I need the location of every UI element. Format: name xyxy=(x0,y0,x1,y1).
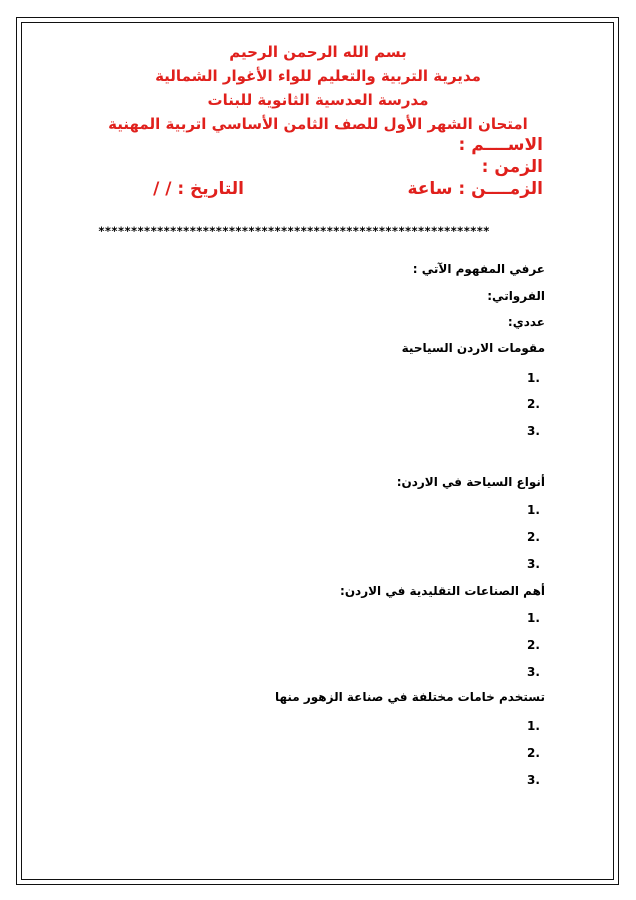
answer-line-number: 2. xyxy=(527,638,540,652)
flower-materials-prompt: تستخدم خامات مختلفة في صناعة الزهور منها xyxy=(274,690,545,704)
answer-line-number: 3. xyxy=(527,557,540,571)
traditional-industries-prompt: أهم الصناعات التقليدية في الاردن: xyxy=(340,584,545,598)
answer-line-number: 1. xyxy=(527,371,540,385)
time-field: الزمن : xyxy=(481,157,543,177)
directorate-name: مديرية التربية والتعليم للواء الأغوار الشمالية xyxy=(155,67,481,85)
school-name: مدرسة العدسية الثانوية للبنات xyxy=(207,91,429,109)
answer-line-number: 1. xyxy=(527,611,540,625)
define-prompt: عرفي المفهوم الآتي : xyxy=(412,262,545,276)
answer-line-number: 2. xyxy=(527,397,540,411)
student-name-field: الاســــم : xyxy=(458,135,543,155)
duration-field: الزمــــن : ساعة xyxy=(407,179,543,199)
answer-line-number: 3. xyxy=(527,665,540,679)
answer-line-number: 3. xyxy=(527,424,540,438)
tourism-components-prompt: مقومات الاردن السياحية xyxy=(401,341,545,355)
date-field: التاريخ : / / xyxy=(153,179,244,199)
answer-line-number: 1. xyxy=(527,719,540,733)
define-term-1: الفرواتي: xyxy=(487,289,545,303)
answer-line-number: 1. xyxy=(527,503,540,517)
tourism-types-prompt: أنواع السياحة في الاردن: xyxy=(396,475,545,489)
define-term-2: عددي: xyxy=(507,315,545,329)
answer-line-number: 3. xyxy=(527,773,540,787)
exam-title: امتحان الشهر الأول للصف الثامن الأساسي اتربية المهنية xyxy=(108,115,528,133)
answer-line-number: 2. xyxy=(527,530,540,544)
separator-line: ************************************************************ xyxy=(98,224,490,238)
answer-line-number: 2. xyxy=(527,746,540,760)
basmala: بسم الله الرحمن الرحيم xyxy=(229,43,407,61)
